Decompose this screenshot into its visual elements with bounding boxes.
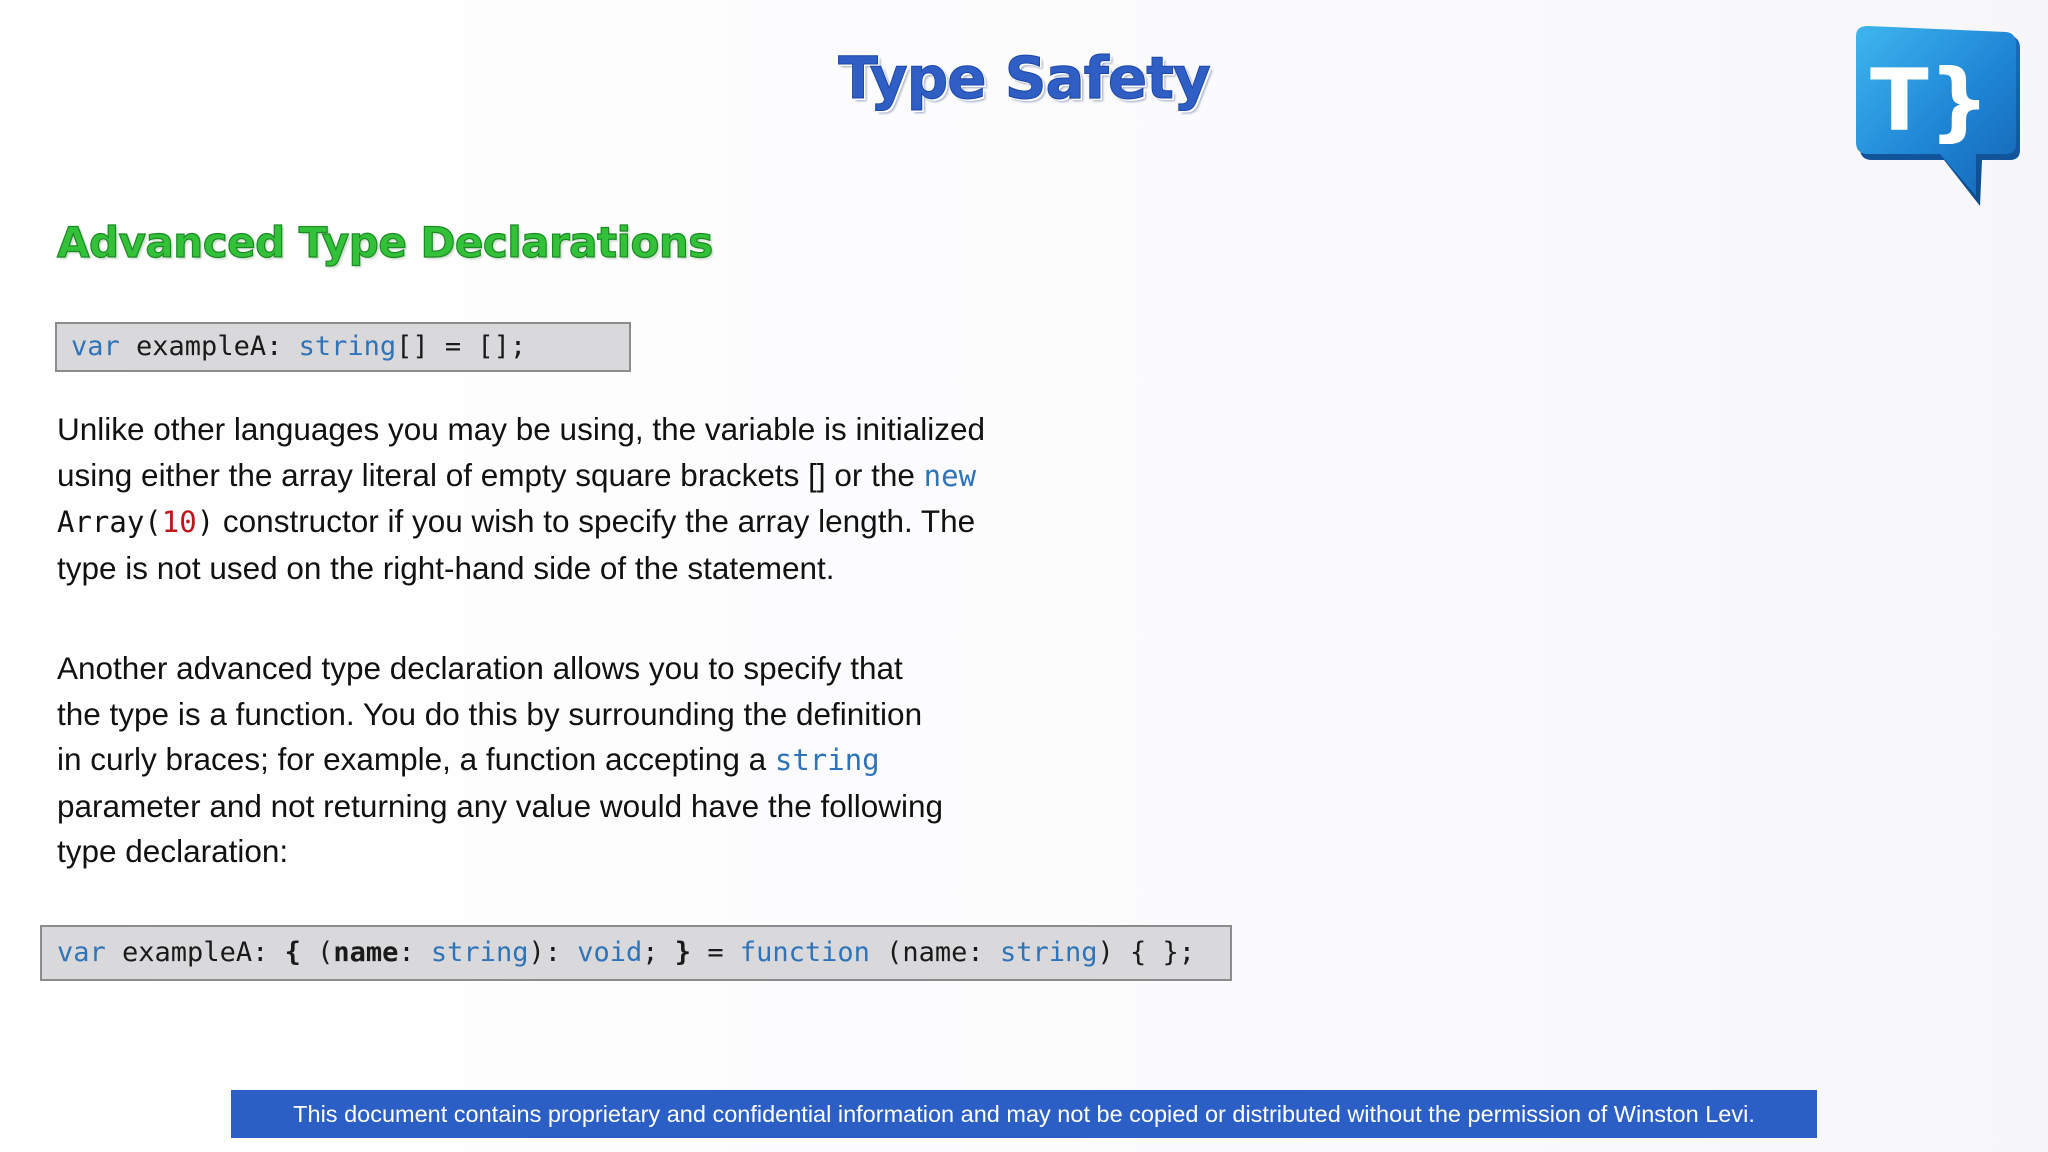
paragraph-line: parameter and not returning any value would have the following bbox=[57, 787, 944, 824]
code-text: exampleA: bbox=[105, 937, 285, 968]
code-type: string bbox=[298, 331, 397, 362]
logo-text: T} bbox=[1870, 51, 1990, 151]
code-type: string bbox=[999, 937, 1098, 968]
inline-code-new: new bbox=[923, 458, 977, 493]
paragraph-text: using either the array literal of empty square brackets [] or the bbox=[57, 456, 924, 493]
code-text: [] = []; bbox=[396, 331, 527, 362]
code-text: ( bbox=[300, 937, 334, 968]
paragraph-line bbox=[57, 499, 1037, 546]
inline-code-number: 10 bbox=[161, 505, 197, 539]
paragraph-line: Unlike other languages you may be using, the variable is initialized bbox=[57, 411, 986, 447]
paragraph-line bbox=[57, 453, 1037, 500]
paragraph-line: Another advanced type declaration allows you to specify that bbox=[57, 650, 903, 686]
paragraph-function-type bbox=[57, 646, 1037, 875]
code-brace: { bbox=[284, 937, 301, 968]
inline-code-paren: ) bbox=[196, 505, 215, 539]
inline-code-array: Array( bbox=[57, 505, 162, 539]
code-text: ) { }; bbox=[1097, 937, 1196, 968]
code-param: name bbox=[333, 937, 399, 968]
chat-bubble-logo-icon bbox=[1852, 26, 2024, 212]
paragraph-text: constructor if you wish to specify the array length. The bbox=[214, 503, 976, 539]
code-text: ): bbox=[528, 937, 578, 968]
code-text: ; bbox=[642, 937, 675, 968]
code-snippet-array bbox=[55, 322, 631, 372]
code-type: string bbox=[430, 937, 529, 968]
paragraph-text: in curly braces; for example, a function accepting a bbox=[57, 741, 775, 777]
code-text: : bbox=[398, 937, 431, 968]
code-text: (name: bbox=[869, 937, 1000, 968]
paragraph-line: the type is a function. You do this by surrounding the definition bbox=[57, 695, 923, 732]
paragraph-line: type is not used on the right-hand side of the statement. bbox=[57, 549, 835, 586]
section-heading: Advanced Type Declarations bbox=[57, 218, 713, 267]
confidentiality-footer: This document contains proprietary and confidential information and may not be copied or distributed without the permission of Winston Levi. bbox=[231, 1090, 1817, 1138]
inline-code-string: string bbox=[774, 743, 880, 777]
code-brace: } bbox=[674, 937, 692, 968]
code-text: = bbox=[691, 937, 740, 968]
code-text: exampleA: bbox=[119, 331, 299, 362]
paragraph-array-init bbox=[57, 407, 1037, 591]
paragraph-line bbox=[57, 737, 1037, 784]
code-keyword: var bbox=[71, 331, 120, 362]
code-type: void bbox=[577, 937, 643, 968]
slide-title: Type Safety bbox=[838, 44, 1210, 112]
code-keyword: var bbox=[57, 937, 106, 968]
code-keyword: function bbox=[739, 937, 870, 968]
paragraph-line: type declaration: bbox=[57, 833, 289, 869]
code-snippet-function bbox=[40, 925, 1232, 981]
